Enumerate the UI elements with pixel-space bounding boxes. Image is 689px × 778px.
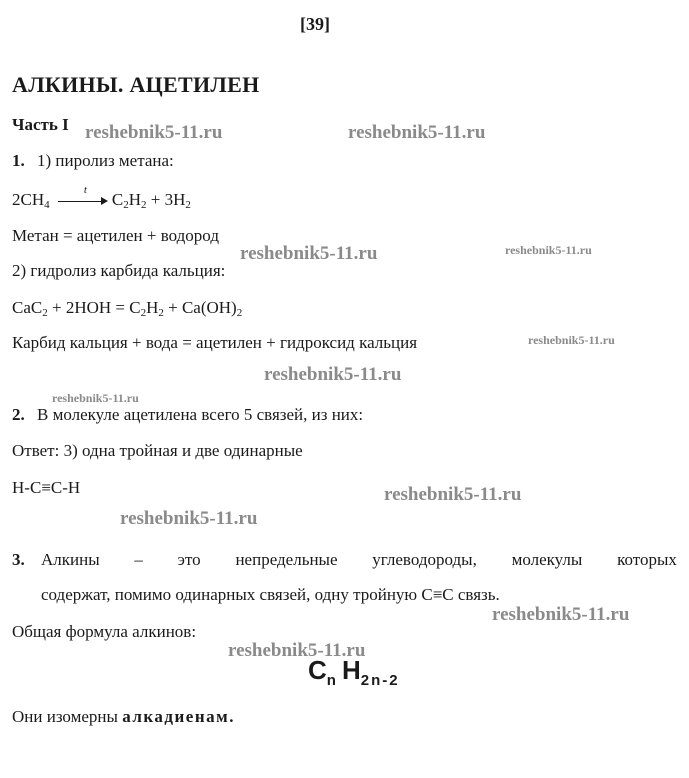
equation-1: $2CH_4$ t $C_2H_2 + 3H_2$	[12, 184, 191, 211]
watermark: reshebnik5-11.ru	[52, 391, 139, 405]
q1-line	[12, 151, 174, 171]
watermark: reshebnik5-11.ru	[528, 333, 615, 347]
watermark: reshebnik5-11.ru	[348, 122, 486, 143]
q2-number: 2.	[12, 405, 25, 424]
general-formula: Cn H2n-2	[308, 655, 400, 689]
q3-formula-label: Общая формула алкинов:	[12, 622, 197, 641]
q3-isomers: Они изомерны алкадиенам.	[12, 707, 235, 726]
watermark: reshebnik5-11.ru	[492, 604, 630, 625]
page-title: АЛКИНЫ. АЦЕТИЛЕН	[12, 72, 260, 97]
q1-item1: 1) пиролиз метана:	[37, 151, 174, 170]
watermark: reshebnik5-11.ru	[505, 243, 592, 257]
q2-text: В молекуле ацетилена всего 5 связей, из них:	[37, 405, 364, 424]
watermark: reshebnik5-11.ru	[240, 243, 378, 264]
watermark: reshebnik5-11.ru	[85, 122, 223, 143]
q1-words2: Карбид кальция + вода = ацетилен + гидроксид кальция	[12, 333, 418, 352]
reaction-arrow-icon: t	[58, 196, 108, 206]
q1-number: 1.	[12, 151, 25, 170]
q3-number: 3.	[12, 550, 25, 569]
watermark: reshebnik5-11.ru	[384, 484, 522, 505]
q2-line	[12, 405, 363, 425]
watermark: reshebnik5-11.ru	[120, 508, 258, 529]
q3-line2: содержат, помимо одинарных связей, одну тройную C≡C связь.	[41, 585, 500, 604]
q1-words1: Метан = ацетилен + водород	[12, 226, 219, 245]
q2-structure: H-C≡C-H	[12, 478, 81, 497]
q3-line1: Алкины – это непредельные углеводороды, молекулы которых	[41, 550, 677, 569]
q1-item2: 2) гидролиз карбида кальция:	[12, 261, 226, 280]
watermark: reshebnik5-11.ru	[228, 640, 366, 661]
equation-2: $CaC_2 + 2HOH = C_2H_2 + Ca(OH)_2$	[12, 298, 243, 319]
part-heading: Часть I	[12, 115, 69, 134]
watermark: reshebnik5-11.ru	[264, 364, 402, 385]
isomers-word: алкадиенам.	[122, 707, 235, 726]
q2-answer: Ответ: 3) одна тройная и две одинарные	[12, 441, 303, 460]
page-number: [39]	[300, 14, 330, 34]
